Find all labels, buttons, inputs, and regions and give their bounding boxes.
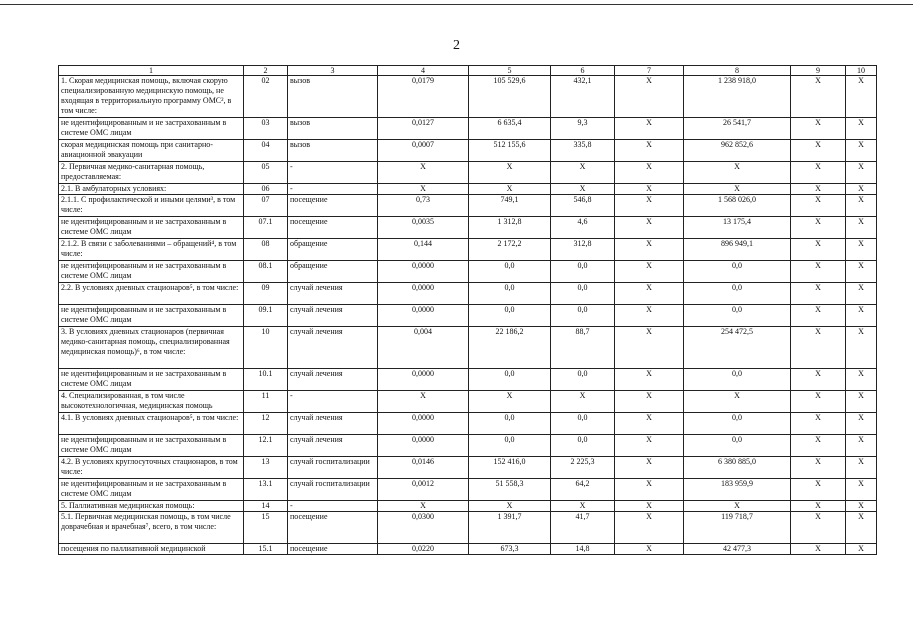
row-name-cell: 3. В условиях дневных стационаров (первичная медико-санитарная помощь, специализированная медицинская помощь)⁶, в том числе: — [59, 327, 244, 369]
row-code-cell: 11 — [244, 391, 288, 413]
row-col7-cell: X — [615, 544, 684, 555]
row-col6-cell: 0,0 — [551, 435, 615, 457]
row-col5-cell: 0,0 — [469, 261, 551, 283]
row-col7-cell: X — [615, 305, 684, 327]
table-row — [59, 512, 877, 544]
row-col6-cell: 14,8 — [551, 544, 615, 555]
row-col6-cell: X — [551, 501, 615, 512]
table-row — [59, 305, 877, 327]
row-col5-cell: 673,3 — [469, 544, 551, 555]
table-row — [59, 369, 877, 391]
row-code-cell: 09.1 — [244, 305, 288, 327]
row-col9-cell: X — [791, 457, 846, 479]
row-col9-cell: X — [791, 283, 846, 305]
col-header-7: 7 — [615, 66, 684, 76]
row-col7-cell: X — [615, 217, 684, 239]
row-code-cell: 13 — [244, 457, 288, 479]
row-col6-cell: X — [551, 162, 615, 184]
row-unit-cell: посещение — [288, 195, 378, 217]
row-unit-cell: случай лечения — [288, 305, 378, 327]
row-col6-cell: 4,6 — [551, 217, 615, 239]
table-row — [59, 479, 877, 501]
row-unit-cell: случай лечения — [288, 283, 378, 305]
row-name-cell: не идентифицированным и не застрахованным в системе ОМС лицам — [59, 479, 244, 501]
row-col6-cell: 64,2 — [551, 479, 615, 501]
row-col8-cell: 0,0 — [684, 283, 791, 305]
row-col5-cell: 0,0 — [469, 369, 551, 391]
table-row — [59, 413, 877, 435]
row-col5-cell: 0,0 — [469, 283, 551, 305]
row-name-cell: 2.2. В условиях дневных стационаров⁵, в том числе: — [59, 283, 244, 305]
row-col9-cell: X — [791, 184, 846, 195]
row-col10-cell: X — [846, 162, 877, 184]
table-row — [59, 501, 877, 512]
row-col9-cell: X — [791, 239, 846, 261]
row-col9-cell: X — [791, 195, 846, 217]
row-col10-cell: X — [846, 140, 877, 162]
row-col6-cell: 0,0 — [551, 369, 615, 391]
row-col10-cell: X — [846, 195, 877, 217]
row-col9-cell: X — [791, 217, 846, 239]
row-col8-cell: 42 477,3 — [684, 544, 791, 555]
row-col7-cell: X — [615, 195, 684, 217]
row-col5-cell: 51 558,3 — [469, 479, 551, 501]
row-col9-cell: X — [791, 413, 846, 435]
row-col7-cell: X — [615, 261, 684, 283]
row-name-cell: 4.2. В условиях круглосуточных стационаров, в том числе: — [59, 457, 244, 479]
row-code-cell: 10 — [244, 327, 288, 369]
row-code-cell: 03 — [244, 118, 288, 140]
row-col8-cell: 0,0 — [684, 369, 791, 391]
table-row — [59, 118, 877, 140]
col-header-3: 3 — [288, 66, 378, 76]
row-unit-cell: - — [288, 162, 378, 184]
row-col10-cell: X — [846, 261, 877, 283]
row-name-cell: 4. Специализированная, в том числе высокотехнологичная, медицинская помощь — [59, 391, 244, 413]
col-header-8: 8 — [684, 66, 791, 76]
row-name-cell: не идентифицированным и не застрахованным в системе ОМС лицам — [59, 261, 244, 283]
row-name-cell: не идентифицированным и не застрахованным в системе ОМС лицам — [59, 118, 244, 140]
row-col6-cell: X — [551, 184, 615, 195]
row-col8-cell: 0,0 — [684, 435, 791, 457]
row-unit-cell: случай лечения — [288, 327, 378, 369]
row-code-cell: 07.1 — [244, 217, 288, 239]
row-col10-cell: X — [846, 76, 877, 118]
row-col6-cell: 9,3 — [551, 118, 615, 140]
row-col9-cell: X — [791, 512, 846, 544]
row-col10-cell: X — [846, 479, 877, 501]
row-col8-cell: 6 380 885,0 — [684, 457, 791, 479]
row-col4-cell: 0,0000 — [378, 413, 469, 435]
row-col4-cell: 0,0000 — [378, 305, 469, 327]
row-col8-cell: 1 238 918,0 — [684, 76, 791, 118]
row-col7-cell: X — [615, 501, 684, 512]
row-col6-cell: 2 225,3 — [551, 457, 615, 479]
row-col9-cell: X — [791, 435, 846, 457]
row-col4-cell: 0,0035 — [378, 217, 469, 239]
row-col8-cell: 13 175,4 — [684, 217, 791, 239]
row-col10-cell: X — [846, 544, 877, 555]
row-col6-cell: 312,8 — [551, 239, 615, 261]
row-col10-cell: X — [846, 413, 877, 435]
row-code-cell: 08 — [244, 239, 288, 261]
row-col7-cell: X — [615, 435, 684, 457]
row-col10-cell: X — [846, 391, 877, 413]
row-name-cell: не идентифицированным и не застрахованным в системе ОМС лицам — [59, 435, 244, 457]
row-col7-cell: X — [615, 283, 684, 305]
row-col6-cell: X — [551, 391, 615, 413]
row-unit-cell: случай госпитализации — [288, 457, 378, 479]
row-unit-cell: посещение — [288, 544, 378, 555]
row-col4-cell: X — [378, 501, 469, 512]
row-col6-cell: 335,8 — [551, 140, 615, 162]
row-col6-cell: 41,7 — [551, 512, 615, 544]
row-col7-cell: X — [615, 76, 684, 118]
row-unit-cell: случай госпитализации — [288, 479, 378, 501]
table-row — [59, 457, 877, 479]
row-unit-cell: - — [288, 501, 378, 512]
row-col5-cell: 0,0 — [469, 305, 551, 327]
row-col10-cell: X — [846, 305, 877, 327]
table-row — [59, 239, 877, 261]
row-unit-cell: случай лечения — [288, 413, 378, 435]
row-unit-cell: посещение — [288, 512, 378, 544]
row-col4-cell: X — [378, 391, 469, 413]
row-col7-cell: X — [615, 391, 684, 413]
row-col10-cell: X — [846, 184, 877, 195]
table-row — [59, 184, 877, 195]
row-code-cell: 12.1 — [244, 435, 288, 457]
row-col9-cell: X — [791, 261, 846, 283]
row-col8-cell: X — [684, 391, 791, 413]
row-col9-cell: X — [791, 501, 846, 512]
row-col7-cell: X — [615, 512, 684, 544]
row-col9-cell: X — [791, 118, 846, 140]
row-col8-cell: 962 852,6 — [684, 140, 791, 162]
row-unit-cell: посещение — [288, 217, 378, 239]
row-name-cell: 5. Паллиативная медицинская помощь: — [59, 501, 244, 512]
row-col9-cell: X — [791, 76, 846, 118]
row-col4-cell: 0,0000 — [378, 369, 469, 391]
row-col5-cell: X — [469, 162, 551, 184]
row-col6-cell: 0,0 — [551, 413, 615, 435]
table-row — [59, 162, 877, 184]
row-name-cell: 2.1.1. С профилактической и иными целями³, в том числе: — [59, 195, 244, 217]
row-col4-cell: X — [378, 184, 469, 195]
row-col8-cell: 0,0 — [684, 413, 791, 435]
row-col10-cell: X — [846, 435, 877, 457]
row-col7-cell: X — [615, 184, 684, 195]
table-row — [59, 140, 877, 162]
row-name-cell: посещения по паллиативной медицинской — [59, 544, 244, 555]
row-col7-cell: X — [615, 479, 684, 501]
row-unit-cell: случай лечения — [288, 369, 378, 391]
row-col4-cell: 0,0007 — [378, 140, 469, 162]
row-col5-cell: X — [469, 391, 551, 413]
row-col5-cell: 6 635,4 — [469, 118, 551, 140]
row-unit-cell: - — [288, 391, 378, 413]
col-header-1: 1 — [59, 66, 244, 76]
row-col10-cell: X — [846, 239, 877, 261]
row-col9-cell: X — [791, 544, 846, 555]
row-col5-cell: 749,1 — [469, 195, 551, 217]
row-col5-cell: X — [469, 501, 551, 512]
row-col5-cell: 1 312,8 — [469, 217, 551, 239]
table-row — [59, 283, 877, 305]
col-header-6: 6 — [551, 66, 615, 76]
row-col4-cell: 0,144 — [378, 239, 469, 261]
row-col8-cell: 0,0 — [684, 305, 791, 327]
row-col7-cell: X — [615, 457, 684, 479]
row-code-cell: 15.1 — [244, 544, 288, 555]
row-col9-cell: X — [791, 369, 846, 391]
row-col10-cell: X — [846, 217, 877, 239]
row-col10-cell: X — [846, 501, 877, 512]
col-header-2: 2 — [244, 66, 288, 76]
row-name-cell: скорая медицинская помощь при санитарно-авиационной эвакуации — [59, 140, 244, 162]
row-unit-cell: вызов — [288, 118, 378, 140]
row-col6-cell: 0,0 — [551, 283, 615, 305]
row-col4-cell: 0,0220 — [378, 544, 469, 555]
page-number: 2 — [453, 38, 460, 53]
row-col10-cell: X — [846, 118, 877, 140]
col-header-5: 5 — [469, 66, 551, 76]
row-col7-cell: X — [615, 327, 684, 369]
row-col9-cell: X — [791, 305, 846, 327]
row-col5-cell: 1 391,7 — [469, 512, 551, 544]
row-code-cell: 02 — [244, 76, 288, 118]
table-row — [59, 435, 877, 457]
table-row — [59, 544, 877, 555]
row-col4-cell: 0,004 — [378, 327, 469, 369]
row-code-cell: 08.1 — [244, 261, 288, 283]
row-col7-cell: X — [615, 162, 684, 184]
row-code-cell: 14 — [244, 501, 288, 512]
row-name-cell: 2. Первичная медико-санитарная помощь, предоставляемая: — [59, 162, 244, 184]
row-col5-cell: 22 186,2 — [469, 327, 551, 369]
row-col9-cell: X — [791, 162, 846, 184]
row-col5-cell: 512 155,6 — [469, 140, 551, 162]
table-row — [59, 391, 877, 413]
row-col6-cell: 432,1 — [551, 76, 615, 118]
row-col9-cell: X — [791, 391, 846, 413]
row-col6-cell: 88,7 — [551, 327, 615, 369]
row-col5-cell: 152 416,0 — [469, 457, 551, 479]
row-code-cell: 04 — [244, 140, 288, 162]
row-col7-cell: X — [615, 239, 684, 261]
row-unit-cell: обращение — [288, 239, 378, 261]
row-code-cell: 06 — [244, 184, 288, 195]
row-col9-cell: X — [791, 327, 846, 369]
row-code-cell: 15 — [244, 512, 288, 544]
row-col8-cell: 896 949,1 — [684, 239, 791, 261]
table-row — [59, 217, 877, 239]
row-name-cell: 1. Скорая медицинская помощь, включая скорую специализированную медицинскую помощь, не входящая в территориальную программу ОМС², в том числе: — [59, 76, 244, 118]
row-col10-cell: X — [846, 369, 877, 391]
row-col8-cell: X — [684, 162, 791, 184]
row-col4-cell: 0,73 — [378, 195, 469, 217]
col-header-9: 9 — [791, 66, 846, 76]
row-col4-cell: 0,0000 — [378, 261, 469, 283]
row-col6-cell: 0,0 — [551, 261, 615, 283]
row-unit-cell: обращение — [288, 261, 378, 283]
row-col8-cell: X — [684, 184, 791, 195]
row-unit-cell: вызов — [288, 76, 378, 118]
row-name-cell: 2.1. В амбулаторных условиях: — [59, 184, 244, 195]
header-row — [59, 66, 877, 76]
row-col4-cell: 0,0000 — [378, 435, 469, 457]
row-name-cell: не идентифицированным и не застрахованным в системе ОМС лицам — [59, 217, 244, 239]
row-col5-cell: 2 172,2 — [469, 239, 551, 261]
row-code-cell: 13.1 — [244, 479, 288, 501]
row-col9-cell: X — [791, 140, 846, 162]
row-col8-cell: 1 568 026,0 — [684, 195, 791, 217]
row-name-cell: 4.1. В условиях дневных стационаров⁵, в том числе: — [59, 413, 244, 435]
table-row — [59, 327, 877, 369]
row-col5-cell: 0,0 — [469, 413, 551, 435]
table-row — [59, 261, 877, 283]
financing-table — [58, 65, 877, 555]
col-header-4: 4 — [378, 66, 469, 76]
row-unit-cell: случай лечения — [288, 435, 378, 457]
row-col10-cell: X — [846, 512, 877, 544]
row-name-cell: 5.1. Первичная медицинская помощь, в том числе доврачебная и врачебная⁷, всего, в том числе: — [59, 512, 244, 544]
top-border-line — [0, 4, 913, 5]
row-name-cell: не идентифицированным и не застрахованным в системе ОМС лицам — [59, 305, 244, 327]
row-col6-cell: 0,0 — [551, 305, 615, 327]
row-col8-cell: X — [684, 501, 791, 512]
row-col4-cell: 0,0146 — [378, 457, 469, 479]
row-code-cell: 07 — [244, 195, 288, 217]
row-col4-cell: 0,0127 — [378, 118, 469, 140]
row-col5-cell: 0,0 — [469, 435, 551, 457]
table-row — [59, 195, 877, 217]
row-col10-cell: X — [846, 457, 877, 479]
row-col7-cell: X — [615, 118, 684, 140]
row-unit-cell: - — [288, 184, 378, 195]
col-header-10: 10 — [846, 66, 877, 76]
row-col7-cell: X — [615, 369, 684, 391]
table-body — [59, 76, 877, 555]
row-unit-cell: вызов — [288, 140, 378, 162]
row-col8-cell: 26 541,7 — [684, 118, 791, 140]
row-col6-cell: 546,8 — [551, 195, 615, 217]
row-code-cell: 09 — [244, 283, 288, 305]
row-code-cell: 05 — [244, 162, 288, 184]
row-col8-cell: 183 959,9 — [684, 479, 791, 501]
row-name-cell: не идентифицированным и не застрахованным в системе ОМС лицам — [59, 369, 244, 391]
row-col4-cell: X — [378, 162, 469, 184]
row-col8-cell: 254 472,5 — [684, 327, 791, 369]
row-name-cell: 2.1.2. В связи с заболеваниями – обращений⁴, в том числе: — [59, 239, 244, 261]
table-row — [59, 76, 877, 118]
row-col5-cell: X — [469, 184, 551, 195]
row-col4-cell: 0,0000 — [378, 283, 469, 305]
row-code-cell: 10.1 — [244, 369, 288, 391]
row-code-cell: 12 — [244, 413, 288, 435]
row-col4-cell: 0,0179 — [378, 76, 469, 118]
row-col5-cell: 105 529,6 — [469, 76, 551, 118]
row-col9-cell: X — [791, 479, 846, 501]
row-col4-cell: 0,0300 — [378, 512, 469, 544]
row-col4-cell: 0,0012 — [378, 479, 469, 501]
row-col7-cell: X — [615, 413, 684, 435]
row-col7-cell: X — [615, 140, 684, 162]
row-col8-cell: 119 718,7 — [684, 512, 791, 544]
row-col10-cell: X — [846, 283, 877, 305]
row-col8-cell: 0,0 — [684, 261, 791, 283]
row-col10-cell: X — [846, 327, 877, 369]
